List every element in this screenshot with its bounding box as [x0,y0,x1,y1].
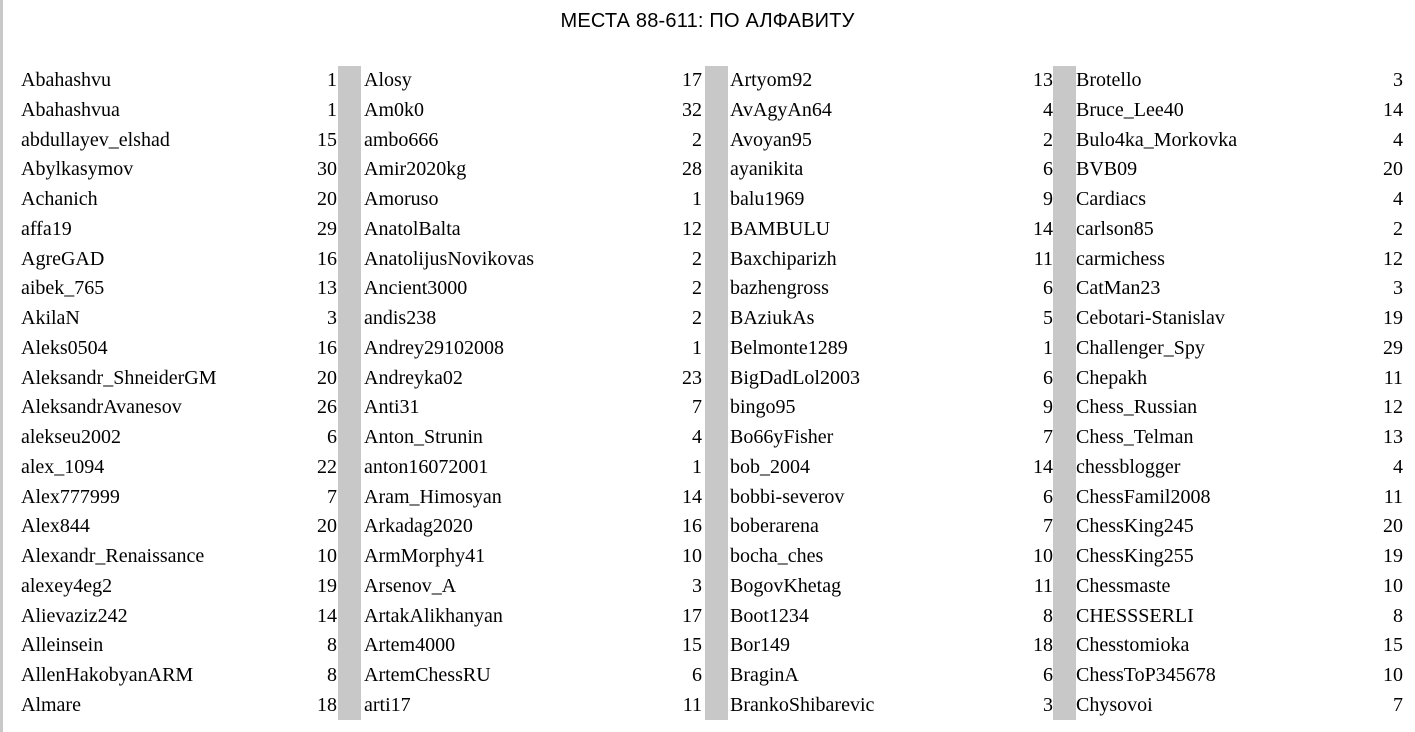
player-score: 14 [1033,217,1053,240]
player-score: 11 [1383,485,1403,508]
list-item [1076,155,1403,185]
player-score: 11 [682,693,702,716]
player-name: bocha_ches [730,545,824,567]
player-score: 4 [1393,188,1403,210]
player-name: Chepakh [1076,366,1148,389]
list-item [1076,393,1403,423]
player-score: 7 [692,396,702,419]
player-score: 2 [692,247,702,270]
list-item [21,245,337,275]
player-score: 7 [1393,693,1403,716]
list-item [730,542,1053,572]
player-name: alexey4eg2 [21,574,113,597]
player-score: 14 [1383,98,1403,121]
list-item [730,661,1053,691]
player-name: CatMan23 [1076,277,1161,300]
player-name: Chesstomioka [1076,634,1190,657]
player-name: Chess_Telman [1076,426,1194,448]
player-name: Alosy [364,69,412,91]
list-item [1076,66,1403,96]
player-name: Baxchiparizh [730,247,837,270]
list-item [730,304,1053,334]
list-item [730,274,1053,304]
player-score: 12 [682,217,702,240]
player-name: Abahashvu [21,69,111,91]
player-name: ChessKing255 [1076,545,1194,567]
list-item [730,423,1053,453]
list-item [21,423,337,453]
player-name: AllenHakobyanARM [21,664,194,686]
list-item [364,274,702,304]
player-score: 20 [317,366,337,389]
player-score: 8 [1393,604,1403,627]
player-name: bingo95 [730,396,796,419]
list-item [21,661,337,691]
player-name: alekseu2002 [21,426,121,448]
list-item [364,542,702,572]
player-score: 3 [1393,69,1403,91]
player-score: 3 [1043,693,1053,716]
player-name: Chess_Russian [1076,396,1198,419]
player-score: 14 [317,604,337,627]
player-name: Alleinsein [21,634,104,657]
list-item [364,185,702,215]
player-score: 17 [682,69,702,91]
list-item [21,185,337,215]
list-item [21,274,337,304]
player-score: 5 [1043,307,1053,329]
player-score: 20 [317,188,337,210]
list-item [1076,215,1403,245]
list-item [364,66,702,96]
player-name: BAMBULU [730,217,831,240]
player-score: 10 [682,545,702,567]
list-item [1076,661,1403,691]
list-item [1076,423,1403,453]
player-score: 6 [327,426,337,448]
player-name: Arkadag2020 [364,515,473,538]
player-name: BrankoShibarevic [730,693,875,716]
player-score: 13 [317,277,337,300]
player-score: 4 [692,426,702,448]
list-item [364,512,702,542]
player-name: Almare [21,693,81,716]
player-name: Alievaziz242 [21,604,128,627]
player-score: 11 [1033,247,1053,270]
page-title: МЕСТА 88-611: ПО АЛФАВИТУ [560,10,855,32]
player-name: AleksandrAvanesov [21,396,182,419]
player-name: Belmonte1289 [730,336,848,359]
player-score: 16 [682,515,702,538]
list-item [730,185,1053,215]
player-name: Bruce_Lee40 [1076,98,1184,121]
list-item [364,602,702,632]
list-item [364,215,702,245]
list-item [730,483,1053,513]
list-item [21,393,337,423]
list-item [364,423,702,453]
list-item [1076,602,1403,632]
player-score: 9 [1043,188,1053,210]
player-name: Challenger_Spy [1076,336,1205,359]
list-item [730,155,1053,185]
player-score: 1 [692,455,702,478]
player-score: 28 [682,158,702,181]
list-item [1076,364,1403,394]
list-item [21,542,337,572]
player-name: carlson85 [1076,217,1154,240]
player-name: Alex777999 [21,485,120,508]
player-name: chessblogger [1076,455,1181,478]
player-name: Andreyka02 [364,366,463,389]
player-score: 22 [317,455,337,478]
standings-column-1 [21,66,337,720]
player-score: 17 [682,604,702,627]
player-name: bob_2004 [730,455,810,478]
player-name: Alex844 [21,515,90,538]
player-score: 4 [1043,98,1053,121]
player-score: 4 [1393,455,1403,478]
player-name: andis238 [364,307,437,329]
player-name: abdullayev_elshad [21,128,170,151]
player-name: Cardiacs [1076,188,1146,210]
player-name: BigDadLol2003 [730,366,860,389]
player-name: Achanich [21,188,98,210]
player-score: 7 [327,485,337,508]
player-name: Boot1234 [730,604,809,627]
player-name: ayanikita [730,158,804,181]
list-item [730,572,1053,602]
player-name: Chessmaste [1076,574,1171,597]
player-score: 32 [682,98,702,121]
player-score: 2 [1393,217,1403,240]
player-name: anton16072001 [364,455,489,478]
list-item [21,155,337,185]
player-name: Aram_Himosyan [364,485,502,508]
standings-column-4 [1076,66,1403,720]
player-name: ChessKing245 [1076,515,1194,538]
list-item [730,631,1053,661]
player-score: 10 [1383,664,1403,686]
player-score: 14 [1033,455,1053,478]
player-score: 2 [1043,128,1053,151]
player-score: 23 [682,366,702,389]
player-name: Anton_Strunin [364,426,483,448]
player-name: Artyom92 [730,69,813,91]
player-name: bobbi-severov [730,485,845,508]
list-item [364,155,702,185]
player-score: 6 [1043,158,1053,181]
player-score: 19 [317,574,337,597]
player-score: 8 [327,634,337,657]
list-item [21,126,337,156]
player-score: 13 [1383,426,1403,448]
player-name: boberarena [730,515,819,538]
player-score: 29 [317,217,337,240]
list-item [364,453,702,483]
list-item [1076,631,1403,661]
player-name: Aleks0504 [21,336,108,359]
player-score: 15 [682,634,702,657]
list-item [730,215,1053,245]
list-item [21,96,337,126]
player-name: Avoyan95 [730,128,812,151]
player-score: 6 [1043,366,1053,389]
player-name: BVB09 [1076,158,1138,181]
list-item [1076,96,1403,126]
player-score: 29 [1383,336,1403,359]
list-item [364,393,702,423]
list-item [364,661,702,691]
player-score: 20 [1383,158,1403,181]
player-name: Arsenov_A [364,574,457,597]
player-score: 7 [1043,426,1053,448]
player-name: Andrey29102008 [364,336,504,359]
player-score: 3 [327,307,337,329]
list-item [21,364,337,394]
player-name: Artem4000 [364,634,456,657]
player-score: 1 [692,336,702,359]
player-name: AnatolBalta [364,217,461,240]
player-score: 30 [317,158,337,181]
list-item [21,66,337,96]
player-name: Brotello [1076,69,1142,91]
player-name: Alexandr_Renaissance [21,545,205,567]
list-item [21,512,337,542]
standings-column-3 [730,66,1053,720]
player-score: 6 [1043,485,1053,508]
player-name: Anti31 [364,396,420,419]
list-item [21,215,337,245]
list-item [730,453,1053,483]
list-item [1076,245,1403,275]
list-item [21,483,337,513]
player-name: ambo666 [364,128,439,151]
player-score: 2 [692,277,702,300]
list-item [364,631,702,661]
list-item [21,691,337,721]
player-score: 15 [1383,634,1403,657]
list-item [364,304,702,334]
list-item [730,245,1053,275]
player-name: BogovKhetag [730,574,842,597]
list-item [21,453,337,483]
list-item [730,364,1053,394]
player-score: 12 [1383,396,1403,419]
player-name: AvAgyAn64 [730,98,832,121]
player-name: Chysovoi [1076,693,1153,716]
player-name: alex_1094 [21,455,105,478]
player-name: AnatolijusNovikovas [364,247,534,270]
player-score: 2 [692,307,702,329]
player-score: 11 [1383,366,1403,389]
player-name: Amir2020kg [364,158,467,181]
list-item [730,96,1053,126]
player-score: 18 [317,693,337,716]
player-name: Abylkasymov [21,158,134,181]
list-item [1076,274,1403,304]
player-score: 12 [1383,247,1403,270]
player-score: 1 [692,188,702,210]
player-score: 8 [1043,604,1053,627]
list-item [730,334,1053,364]
list-item [730,66,1053,96]
list-item [21,602,337,632]
player-score: 16 [317,247,337,270]
player-score: 4 [1393,128,1403,151]
list-item [21,334,337,364]
list-item [364,691,702,721]
player-name: arti17 [364,693,411,716]
page-left-border [0,0,3,732]
player-score: 19 [1383,545,1403,567]
player-score: 3 [692,574,702,597]
player-score: 6 [1043,277,1053,300]
player-name: bazhengross [730,277,829,300]
player-name: Bor149 [730,634,790,657]
player-name: ChessToP345678 [1076,664,1216,686]
list-item [1076,512,1403,542]
column-separator-2 [705,66,728,720]
list-item [364,334,702,364]
player-score: 10 [1033,545,1053,567]
player-score: 1 [327,98,337,121]
player-name: Ancient3000 [364,277,468,300]
list-item [364,483,702,513]
player-score: 11 [1033,574,1053,597]
player-score: 6 [692,664,702,686]
player-score: 6 [1043,664,1053,686]
player-name: CHESSSERLI [1076,604,1194,627]
player-name: Am0k0 [364,98,424,121]
list-item [21,304,337,334]
player-score: 26 [317,396,337,419]
player-score: 18 [1033,634,1053,657]
column-separator-1 [338,66,361,720]
player-name: Bo66yFisher [730,426,834,448]
player-name: carmichess [1076,247,1165,270]
player-name: Bulo4ka_Morkovka [1076,128,1238,151]
list-item [1076,304,1403,334]
player-name: aibek_765 [21,277,105,300]
list-item [1076,185,1403,215]
player-name: BAziukAs [730,307,815,329]
standings-column-2 [364,66,702,720]
player-score: 16 [317,336,337,359]
list-item [1076,453,1403,483]
player-score: 13 [1033,69,1053,91]
list-item [1076,542,1403,572]
player-score: 9 [1043,396,1053,419]
list-item [21,631,337,661]
list-item [1076,334,1403,364]
player-name: Aleksandr_ShneiderGM [21,366,217,389]
player-name: AkilaN [21,307,80,329]
list-item [730,512,1053,542]
list-item [364,572,702,602]
list-item [1076,691,1403,721]
player-score: 14 [682,485,702,508]
player-name: BraginA [730,664,799,686]
player-score: 15 [317,128,337,151]
list-item [730,602,1053,632]
player-score: 20 [1383,515,1403,538]
list-item [1076,572,1403,602]
player-score: 1 [327,69,337,91]
player-name: Abahashvua [21,98,120,121]
player-score: 3 [1393,277,1403,300]
player-score: 10 [317,545,337,567]
player-score: 2 [692,128,702,151]
player-name: ArmMorphy41 [364,545,486,567]
list-item [730,393,1053,423]
list-item [1076,126,1403,156]
list-item [1076,483,1403,513]
list-item [730,691,1053,721]
list-item [364,96,702,126]
player-score: 7 [1043,515,1053,538]
player-name: AgreGAD [21,247,105,270]
column-separator-3 [1053,66,1076,720]
player-name: affa19 [21,217,72,240]
player-score: 8 [327,664,337,686]
list-item [364,126,702,156]
player-score: 19 [1383,307,1403,329]
player-score: 10 [1383,574,1403,597]
player-name: Cebotari-Stanislav [1076,307,1225,329]
list-item [364,245,702,275]
list-item [21,572,337,602]
player-name: ArtakAlikhanyan [364,604,503,627]
list-item [364,364,702,394]
player-name: ChessFamil2008 [1076,485,1211,508]
player-name: Amoruso [364,188,439,210]
player-name: balu1969 [730,188,805,210]
list-item [730,126,1053,156]
player-name: ArtemChessRU [364,664,491,686]
player-score: 20 [317,515,337,538]
player-score: 1 [1043,336,1053,359]
